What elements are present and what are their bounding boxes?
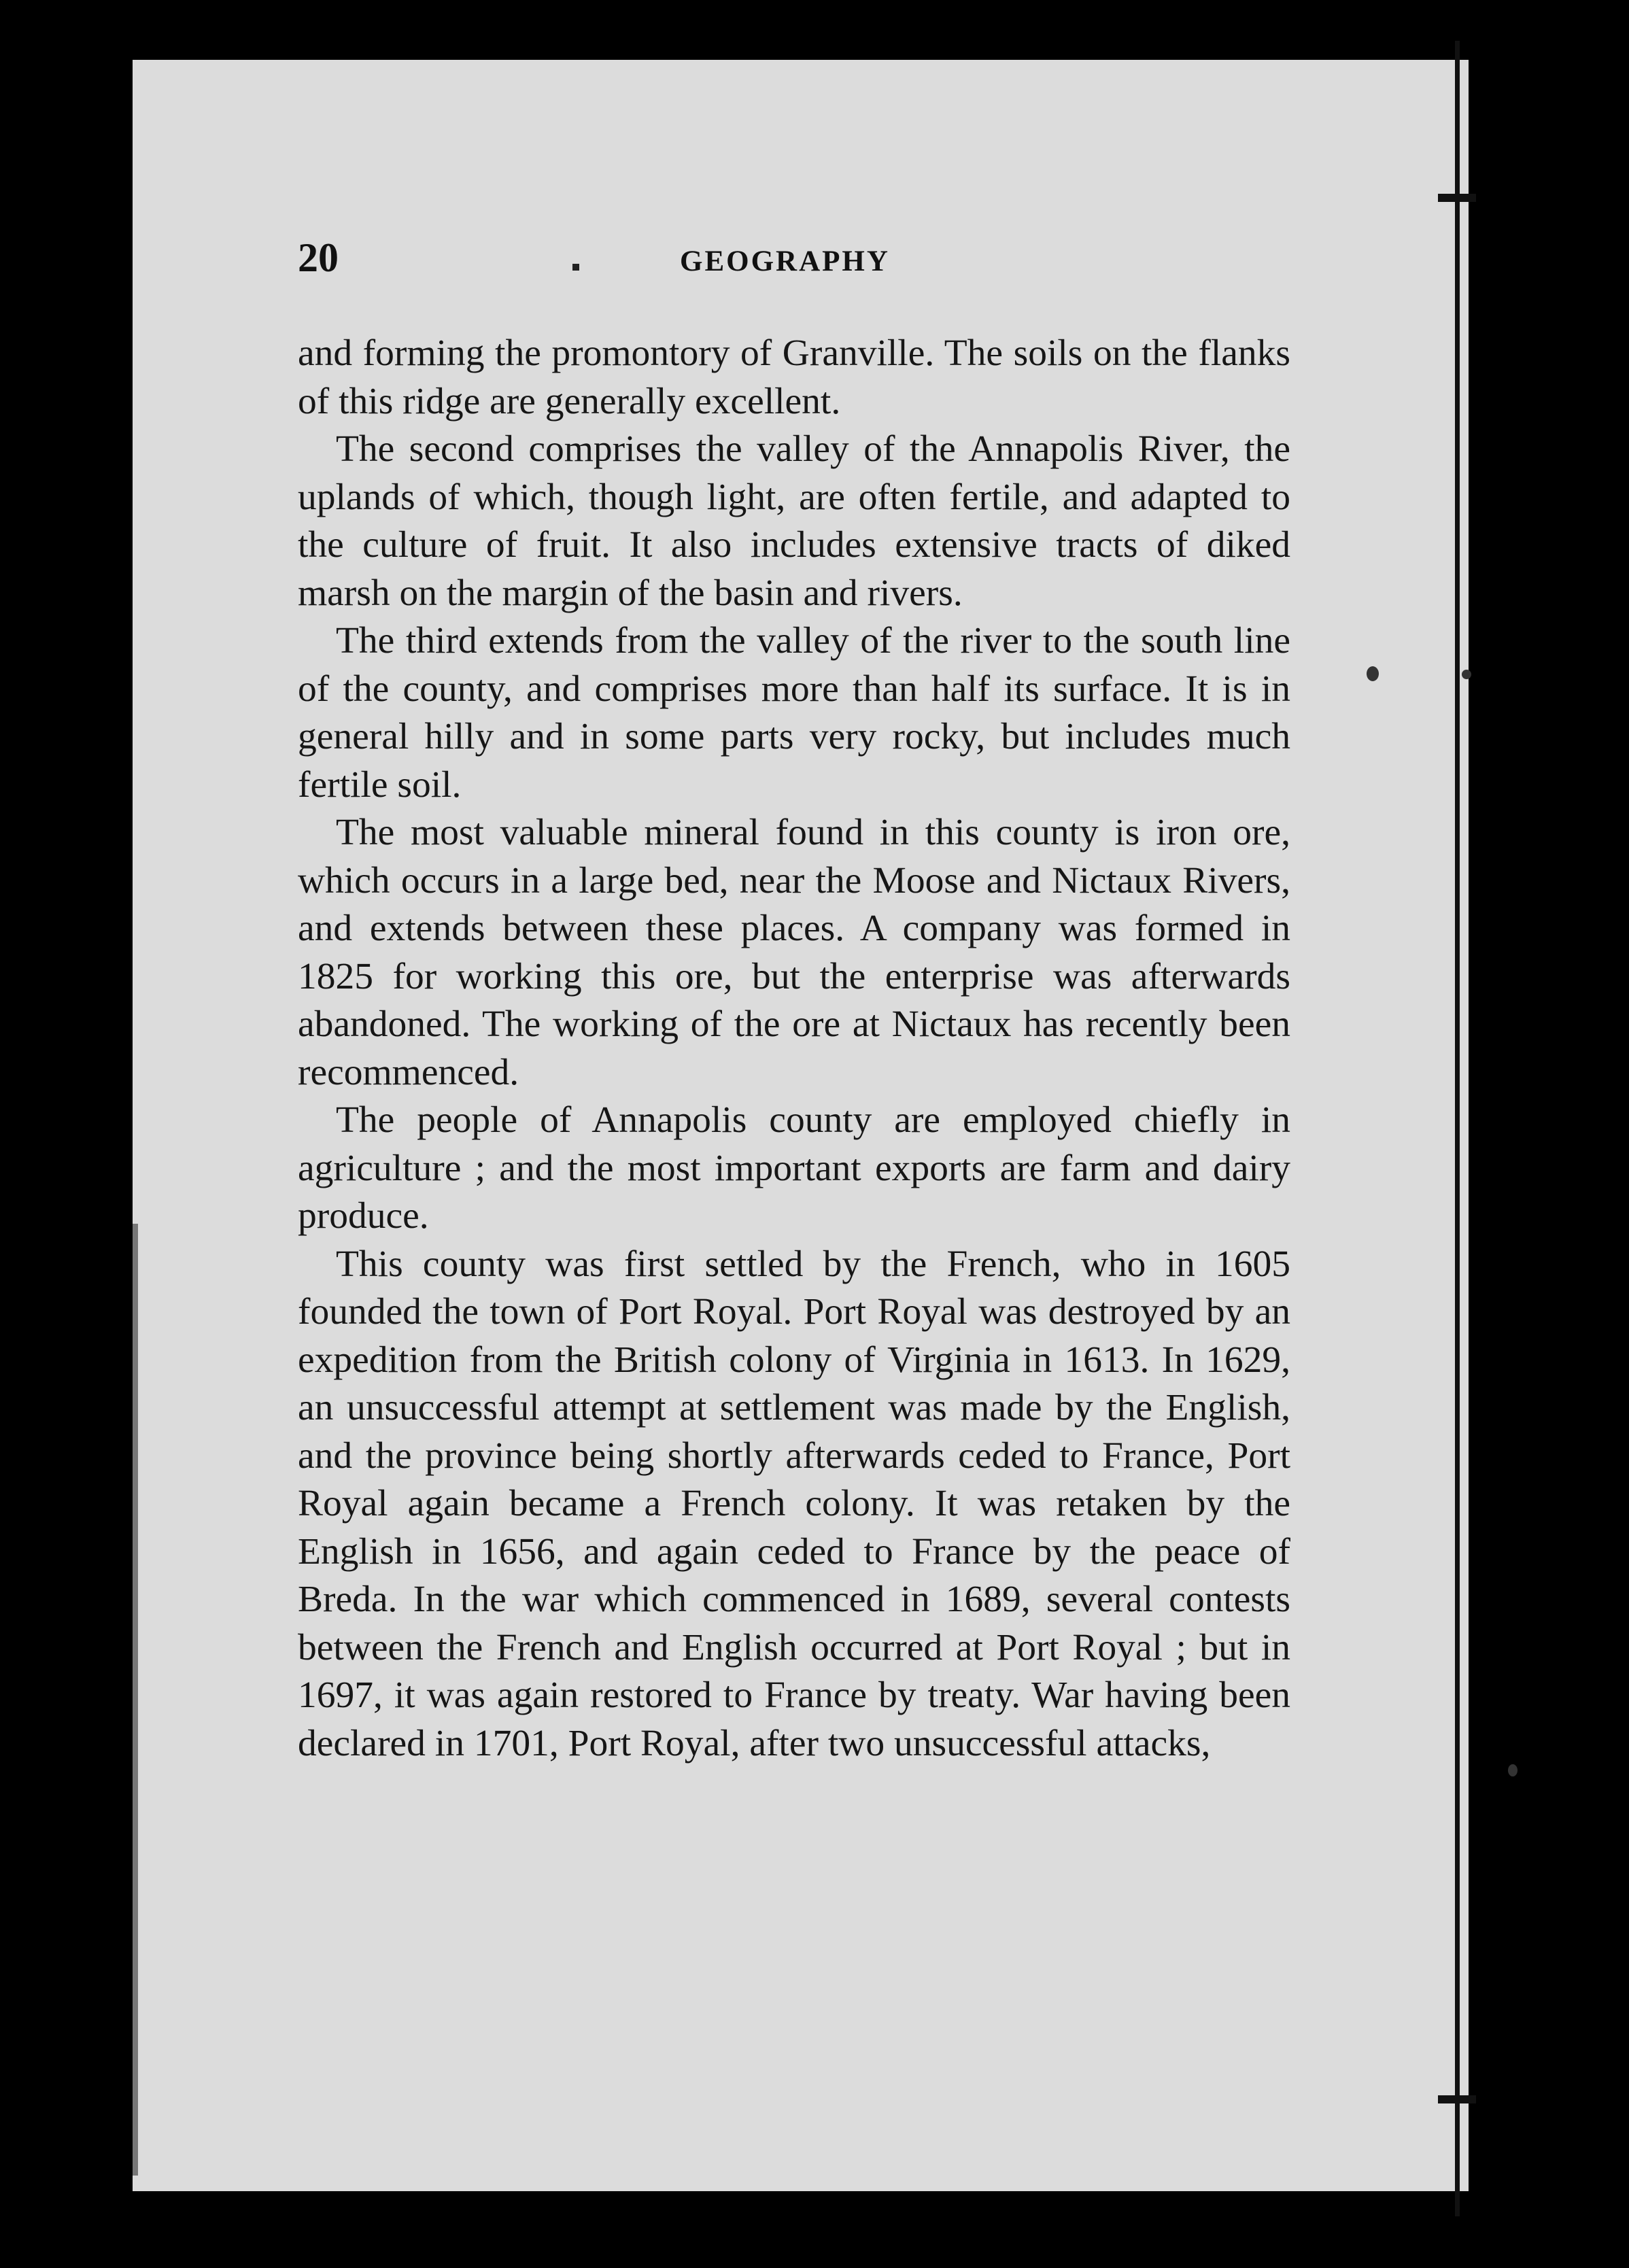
page-number: 20 xyxy=(298,235,339,280)
page-left-edge xyxy=(133,1224,138,2176)
speck-mark xyxy=(1367,666,1379,681)
binding-rule xyxy=(1455,41,1460,2216)
binding-tick-top xyxy=(1438,194,1476,202)
paragraph-2: The second comprises the valley of the Annapolis River, the uplands of which, though light, are often fertile, and adapted to the culture of fruit. It also includes extensive tracts of diked marsh on the margin of the basin and rivers. xyxy=(298,428,1290,614)
body-text xyxy=(298,330,1290,1768)
speck-mark xyxy=(1462,670,1471,679)
paragraph-5: The people of Annapolis county are employed chiefly in agriculture ; and the most important exports are farm and dairy produce. xyxy=(298,1099,1290,1237)
speck-mark xyxy=(1508,1764,1517,1776)
paragraph-6: This county was first settled by the French, who in 1605 founded the town of Port Royal. Port Royal was destroyed by an expedition from the British colony of Virginia in 1613. In 1629, an unsuccessful attempt at settlement was made by the English, and the province being shortly afterwards ceded to France, Port Royal again became a French colony. It was retaken by the English in 1656, and again ceded to France by the peace of Breda. In the war which commenced in 1689, several contests between the French and English occurred at Port Royal ; but in 1697, it was again restored to France by treaty. War having been declared in 1701, Port Royal, after two unsuccessful attacks, xyxy=(298,1243,1290,1764)
paragraph-1: and forming the promontory of Granville. The soils on the flanks of this ridge are generally excellent. xyxy=(298,332,1290,422)
header-dot xyxy=(572,264,579,271)
binding-tick-bottom xyxy=(1438,2095,1476,2103)
paragraph-4: The most valuable mineral found in this county is iron ore, which occurs in a large bed, near the Moose and Nictaux Rivers, and extends between these places. A company was formed in 1825 for working this ore, but the enterprise was afterwards abandoned. The working of the ore at Nictaux has recently been recommenced. xyxy=(298,812,1290,1093)
running-head: GEOGRAPHY xyxy=(680,245,890,277)
paragraph-3: The third extends from the valley of the river to the south line of the county, and comprises more than half its surface. It is in general hilly and in some parts very rocky, but includes much fertile soil. xyxy=(298,620,1290,806)
